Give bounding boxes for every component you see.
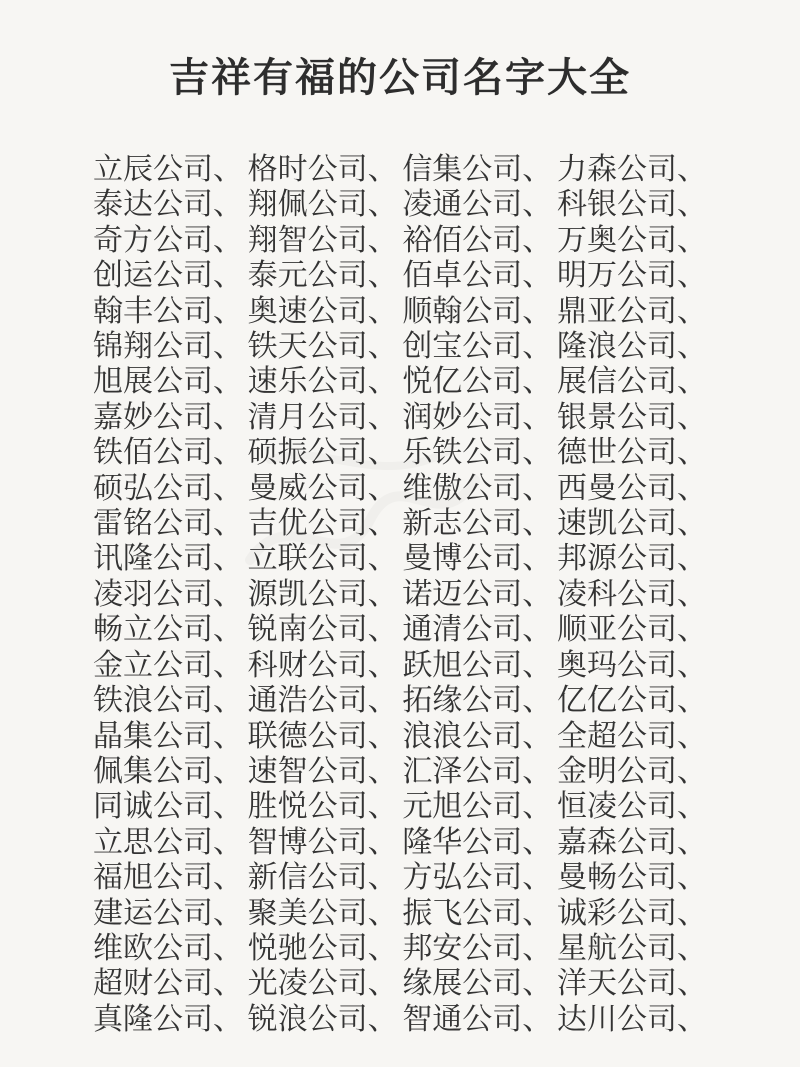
company-name: 缘展公司、 [402,966,553,1002]
company-name: 恒凌公司、 [556,789,707,825]
company-name: 讯隆公司、 [93,541,243,577]
company-name: 立辰公司、 [93,152,243,187]
company-name-row [93,931,707,966]
company-name-row [93,400,707,435]
company-name-row [93,648,707,683]
company-name: 银景公司、 [556,399,707,435]
company-name: 曼博公司、 [402,541,553,577]
company-name: 跃旭公司、 [402,647,553,683]
company-name: 维欧公司、 [93,930,243,966]
company-name-row [93,825,707,860]
company-name: 联德公司、 [247,718,398,754]
company-name: 铁浪公司、 [93,683,243,719]
company-name: 科银公司、 [556,187,707,223]
company-name: 悦亿公司、 [402,364,553,400]
company-name: 万奥公司、 [556,222,707,258]
company-name: 翔智公司、 [247,222,398,258]
company-name: 浪浪公司、 [402,718,553,754]
company-name: 维傲公司、 [402,470,553,506]
company-name: 拓缘公司、 [402,683,553,719]
company-name: 元旭公司、 [402,789,553,825]
company-name: 信集公司、 [402,152,553,187]
company-name: 邦安公司、 [402,930,553,966]
company-name: 泰达公司、 [93,187,243,223]
company-name-row [93,860,707,895]
company-name: 立联公司、 [247,541,398,577]
company-name: 立思公司、 [93,824,243,860]
company-name: 嘉妙公司、 [93,399,243,435]
company-name: 智博公司、 [247,824,398,860]
company-name: 凌通公司、 [402,187,553,223]
company-name-row [93,187,707,222]
company-name-row [93,294,707,329]
company-name-row [93,329,707,364]
company-name: 方弘公司、 [402,860,553,896]
company-name: 顺翰公司、 [402,293,553,329]
company-name: 翰丰公司、 [93,293,243,329]
company-name: 铁天公司、 [247,329,398,365]
company-name-row [93,364,707,399]
company-name: 新志公司、 [402,506,553,542]
company-name: 泰元公司、 [247,258,398,294]
company-name: 新信公司、 [247,860,398,896]
company-name: 隆浪公司、 [556,329,707,365]
company-name: 锐浪公司、 [247,1001,398,1037]
page-title: 吉祥有福的公司名字大全 [169,54,631,101]
company-name: 硕弘公司、 [93,470,243,506]
company-name: 硕振公司、 [247,435,398,471]
company-name: 吉优公司、 [247,506,398,542]
company-name: 金明公司、 [556,753,707,789]
company-name-row [93,1002,707,1037]
company-name-row [93,789,707,824]
company-name: 德世公司、 [556,435,707,471]
company-name: 速乐公司、 [247,364,398,400]
company-name: 全超公司、 [556,718,707,754]
company-name: 清月公司、 [247,399,398,435]
company-name: 达川公司、 [556,1001,707,1037]
company-name: 速智公司、 [247,753,398,789]
company-name-row [93,754,707,789]
company-name: 真隆公司、 [93,1001,243,1037]
company-name: 创宝公司、 [402,329,553,365]
company-name: 通浩公司、 [247,683,398,719]
company-name: 金立公司、 [93,647,243,683]
company-name: 展信公司、 [556,364,707,400]
company-name: 超财公司、 [93,966,243,1002]
company-name: 悦驰公司、 [247,930,398,966]
company-name-row [93,966,707,1001]
company-name-row [93,471,707,506]
company-name: 通清公司、 [402,612,553,648]
company-name-row [93,258,707,293]
company-name: 星航公司、 [556,930,707,966]
company-name: 建运公司、 [93,895,243,931]
company-name: 曼畅公司、 [556,860,707,896]
company-name-row [93,577,707,612]
company-names-list [93,152,707,1037]
company-name: 诺迈公司、 [402,576,553,612]
company-name: 凌科公司、 [556,576,707,612]
company-name: 洋天公司、 [556,966,707,1002]
company-name: 翔佩公司、 [247,187,398,223]
company-name-row [93,612,707,647]
company-name-row [93,541,707,576]
company-name-row [93,223,707,258]
company-name: 凌羽公司、 [93,576,243,612]
company-name: 佩集公司、 [93,753,243,789]
company-name: 曼威公司、 [247,470,398,506]
company-name: 裕佰公司、 [402,222,553,258]
company-name: 创运公司、 [93,258,243,294]
company-name-row [93,435,707,470]
company-name: 嘉森公司、 [556,824,707,860]
company-name: 鼎亚公司、 [556,293,707,329]
company-name: 顺亚公司、 [556,612,707,648]
company-name-row [93,719,707,754]
company-name: 汇泽公司、 [402,753,553,789]
company-name: 光凌公司、 [247,966,398,1002]
company-name: 力森公司、 [556,152,707,187]
company-name: 智通公司、 [402,1001,553,1037]
company-name: 邦源公司、 [556,541,707,577]
company-name: 西曼公司、 [556,470,707,506]
company-name: 明万公司、 [556,258,707,294]
company-name: 佰卓公司、 [402,258,553,294]
company-name-row [93,896,707,931]
company-name: 旭展公司、 [93,364,243,400]
company-name: 速凯公司、 [556,506,707,542]
company-name: 奥速公司、 [247,293,398,329]
company-name: 亿亿公司、 [556,683,707,719]
company-name: 乐铁公司、 [402,435,553,471]
company-name-row [93,683,707,718]
company-name: 锐南公司、 [247,612,398,648]
company-name: 晶集公司、 [93,718,243,754]
company-name: 聚美公司、 [247,895,398,931]
company-name: 雷铭公司、 [93,506,243,542]
company-name: 福旭公司、 [93,860,243,896]
company-name: 锦翔公司、 [93,329,243,365]
company-name: 科财公司、 [247,647,398,683]
company-name: 源凯公司、 [247,576,398,612]
company-name: 格时公司、 [247,152,398,187]
company-name: 畅立公司、 [93,612,243,648]
company-name: 胜悦公司、 [247,789,398,825]
company-name: 振飞公司、 [402,895,553,931]
company-name-row [93,506,707,541]
company-name: 隆华公司、 [402,824,553,860]
company-name: 奥玛公司、 [556,647,707,683]
company-name: 铁佰公司、 [93,435,243,471]
company-name: 奇方公司、 [93,222,243,258]
company-name-row [93,152,707,187]
company-name: 润妙公司、 [402,399,553,435]
company-name: 诚彩公司、 [556,895,707,931]
company-name: 同诚公司、 [93,789,243,825]
